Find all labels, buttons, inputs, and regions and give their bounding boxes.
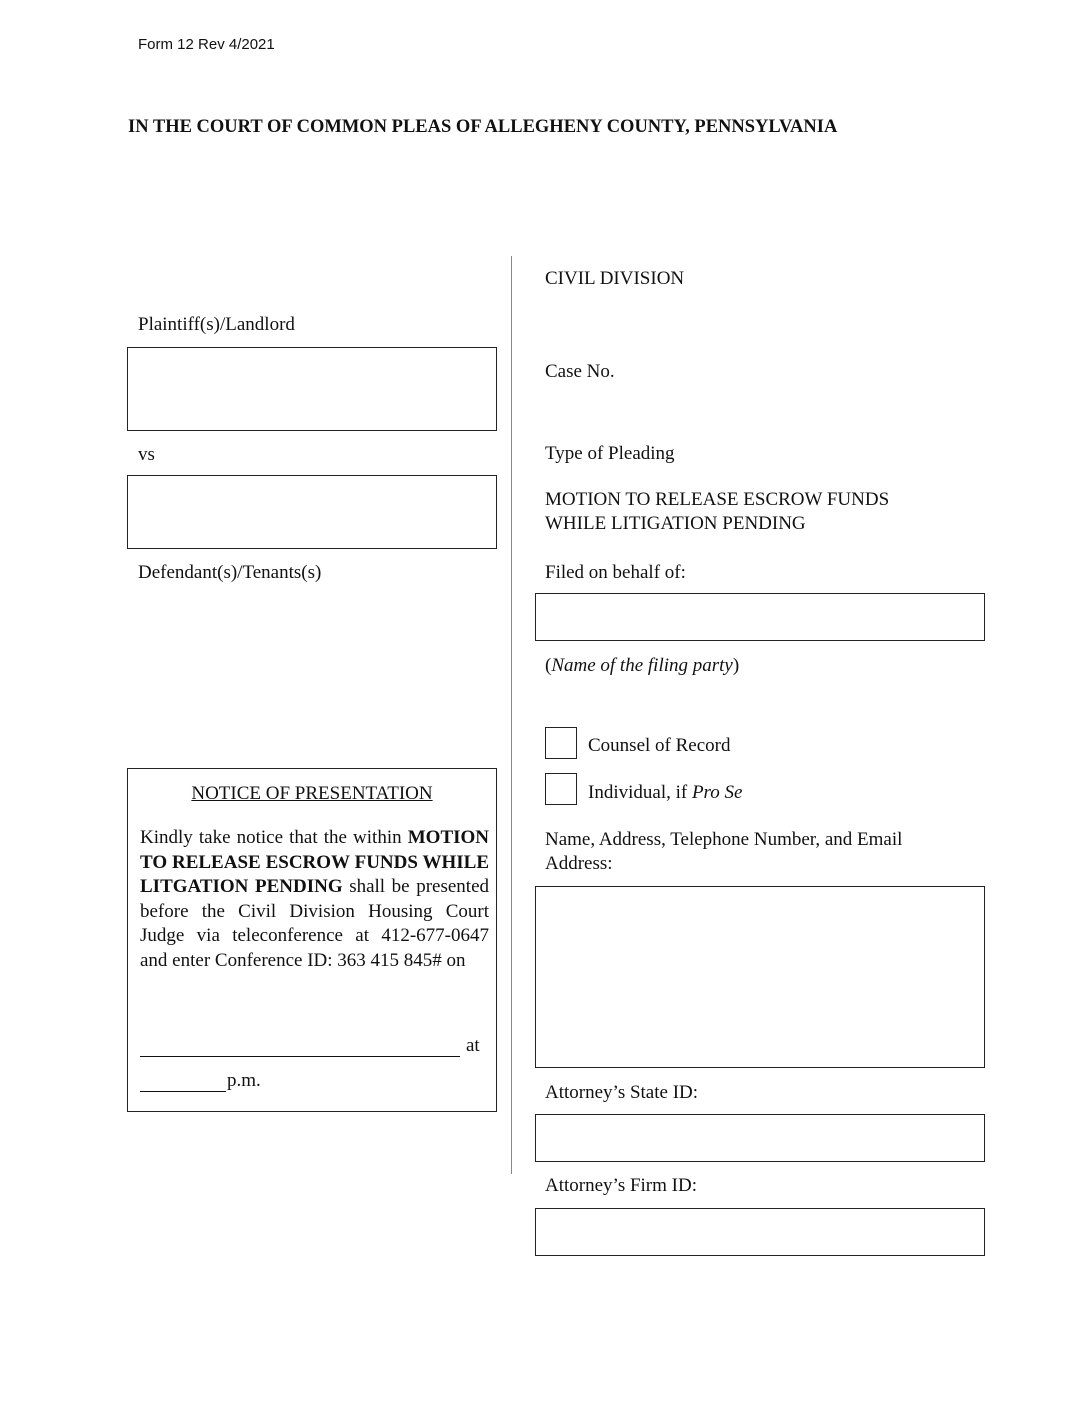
attorney-firm-id-label: Attorney’s Firm ID: (545, 1175, 697, 1196)
vs-label: vs (138, 444, 155, 465)
presentation-date-blank[interactable] (140, 1056, 460, 1057)
pm-label: p.m. (227, 1070, 261, 1091)
filing-party-hint-text: Name of the filing party (551, 655, 733, 676)
pro-se-text: Pro Se (691, 782, 743, 803)
filed-on-behalf-field[interactable] (535, 593, 985, 641)
defendant-label: Defendant(s)/Tenants(s) (138, 562, 322, 583)
notice-intro: Kindly take notice that the within (140, 827, 402, 848)
notice-details: shall be presented before the Civil Division Housing Court Judge via teleconference at 412-677-0647 and enter Conference ID: 363 415 845# on (140, 876, 489, 971)
plaintiff-label: Plaintiff(s)/Landlord (138, 314, 295, 335)
counsel-of-record-label: Counsel of Record (588, 735, 731, 756)
contact-info-field[interactable] (535, 886, 985, 1068)
court-title: IN THE COURT OF COMMON PLEAS OF ALLEGHENY COUNTY, PENNSYLVANIA (128, 117, 838, 137)
attorney-state-id-field[interactable] (535, 1114, 985, 1162)
counsel-of-record-checkbox[interactable] (545, 727, 577, 759)
form-revision-label: Form 12 Rev 4/2021 (138, 36, 275, 53)
column-divider (511, 256, 512, 1174)
case-number-label: Case No. (545, 361, 615, 382)
filed-on-behalf-label: Filed on behalf of: (545, 562, 686, 583)
individual-label-text: Individual, if (588, 782, 688, 803)
plaintiff-field[interactable] (127, 347, 497, 431)
filing-party-close-paren: ) (732, 655, 740, 676)
at-label: at (466, 1035, 480, 1056)
notice-of-presentation-box (127, 768, 497, 1112)
division-label: CIVIL DIVISION (545, 268, 685, 289)
contact-label-line-2: Address: (545, 853, 613, 874)
pleading-type-line-1: MOTION TO RELEASE ESCROW FUNDS (545, 489, 890, 510)
filing-party-open-paren: ( (545, 655, 552, 676)
attorney-state-id-label: Attorney’s State ID: (545, 1082, 699, 1103)
attorney-firm-id-field[interactable] (535, 1208, 985, 1256)
notice-title: NOTICE OF PRESENTATION (191, 783, 433, 804)
contact-label-line-1: Name, Address, Telephone Number, and Email (545, 829, 903, 850)
notice-body (140, 826, 489, 973)
defendant-field[interactable] (127, 475, 497, 549)
pleading-type-label: Type of Pleading (545, 443, 675, 464)
pleading-type-line-2: WHILE LITIGATION PENDING (545, 513, 806, 534)
filing-party-hint (545, 654, 739, 678)
individual-pro-se-label (588, 781, 742, 805)
presentation-time-blank[interactable] (140, 1091, 226, 1092)
notice-motion-name: MOTION TO RELEASE ESCROW FUNDS WHILE LITGATION PENDING (140, 827, 490, 897)
individual-pro-se-checkbox[interactable] (545, 773, 577, 805)
